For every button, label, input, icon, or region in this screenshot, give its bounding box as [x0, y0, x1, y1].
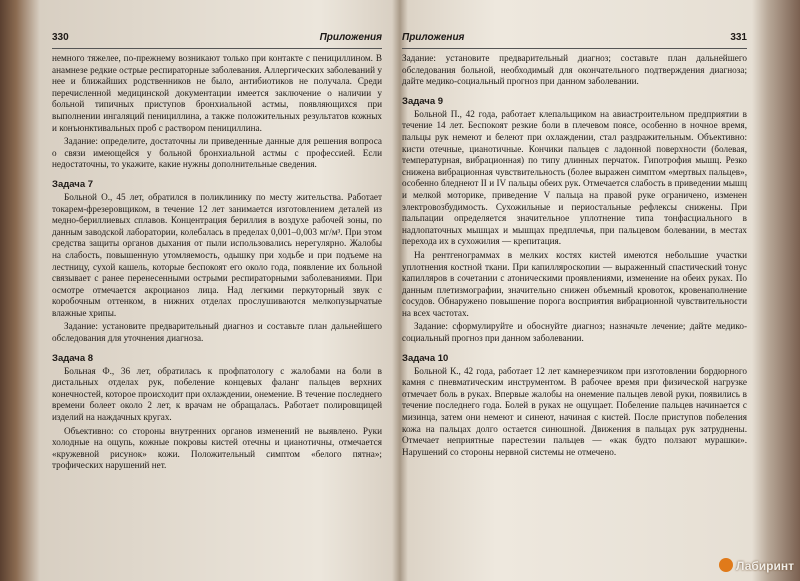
left-page [52, 30, 382, 571]
watermark-text: Лабиринт [735, 559, 794, 573]
paragraph: Задание: определите, достаточны ли приведенные данные для решения вопроса о связи имеющейся у больной бронхиальной астмы с профессией. Если недостаточны, то укажите, какие нужны дополнительные сведения. [52, 136, 382, 170]
task-10-heading: Задача 10 [402, 352, 449, 364]
task-7-heading: Задача 7 [52, 178, 94, 190]
paragraph: Больная Ф., 36 лет, обратилась к профпатологу с жалобами на боли в дистальных отделах рук, побеление концевых фаланг пальцев верхних конечностей, которое происходит при охлаждении, онемение. В течение последнего времени болеет около 2 лет, к врачам не обращалась. Работает полировщицей изделий на наждачных кругах. [52, 365, 382, 423]
right-page-number: 331 [730, 32, 747, 43]
right-page-header [402, 30, 747, 49]
task-9-heading: Задача 9 [402, 95, 444, 107]
left-page-number: 330 [52, 32, 69, 43]
paragraph: немного тяжелее, по-прежнему возникают только при контакте с пенициллином. В анамнезе редкие острые респираторные заболевания. Аллергических заболеваний у нее и ближайших родственников не было, антибиотиков не получала. Среди перечисленной медицинской документации имеется заключение о наличии у больной типичных приступов бронхиальной астмы, появляющихся при выполнении ингаляций пенициллина, а также положительных результатов кожных и конъюнктивальных проб с раствором пенициллина. [52, 53, 382, 133]
left-running-title: Приложения [319, 32, 382, 43]
right-page [402, 30, 747, 571]
paragraph: Объективно: со стороны внутренних органов изменений не выявлено. Руки холодные на ощупь, кожные покровы кистей отечны и цианотичны, отмечается «кружевной рисунок» кожи. Положительный симптом «белого пятна»; трофических нарушений нет. [52, 425, 382, 471]
labirint-watermark [719, 558, 794, 573]
paragraph: Больной П., 42 года, работает клепальщиком на авиастроительном предприятии в течение 14 лет. Беспокоят резкие боли в плечевом поясе, особенно в ночное время, пальцы рук немеют и белеют при охлаждении, стал раздражительным. Объективно: кисти отечные, цианотичные. Кончики пальцев с ладонной поверхности (болевая, температурная, вибрационная) по типу длинных перчаток. Гипотрофия мышц. Резко снижена вибрационная чувствительность (более выражен симптом «мертвых пальцев», особенно бледнеют II и IV пальцы обеих рук. Отмечается слабость в приведении мышц и мелкой моторике, приведение V пальца на правой руке ограничено, изменен электровозбудимость. Сухожильные и периостальные рефлексы снижены. При пальпации определяется значительное уплотнение типа тонфасциального в надлопаточных мышцах и мышцах предплечья, при пальцевом болевании, в местах перехода их в сухожилия — крепитация. [402, 108, 747, 247]
paragraph: Задание: установите предварительный диагноз; составьте план дальнейшего обследования больной, необходимый для окончательного подтверждения диагноза; дайте медико-социальный прогноз при данном заболевании. [402, 53, 747, 87]
paragraph: Больной К., 42 года, работает 12 лет камнерезчиком при изготовлении бордюрного камня с пневматическим инструментом. В рабочее время при физической нагрузке отмечает боль в руках. Впервые жалобы на онемение пальцев левой руки, появились в течение последнего года. Болей в руках не ощущает. Побеление пальцев начинается с мизинца, затем они немеют и синеют, начиная с кистей. После приступов побеления кожа на пальцах долго остается синюшной. Движения в пальцах рук затруднены. Отмечает неприятные парестезии пальцев — «как будто ползают мурашки». Нарушений со стороны нервной системы не отмечено. [402, 365, 747, 457]
left-page-header [52, 30, 382, 49]
paragraph: На рентгенограммах в мелких костях кистей имеются небольшие участки уплотнения костной ткани. При капилляроскопии — выраженный спастический тонус капилляров в сочетании с атоническими проявлениями, изменение на обеих руках. По данным плетизмографии, значительно снижен объемный кровоток, кровенаполнение сосудов. Обнаружено повышение порога восприятия вибрационной чувствительности на всех частотах. [402, 249, 747, 318]
paragraph: Задание: сформулируйте и обоснуйте диагноз; назначьте лечение; дайте медико-социальный прогноз при данном заболевании. [402, 321, 747, 344]
right-running-title: Приложения [402, 32, 465, 43]
paragraph: Больной О., 45 лет, обратился в поликлинику по месту жительства. Работает токарем-фрезеровщиком, в течение 12 лет занимается изготовлением деталей из медно-бериллиевых сплавов. Концентрация бериллия в воздухе рабочей зоны, по данным заводской лаборатории, колебалась в пределах 0,001–0,003 мг/м³. При этом средства защиты органов дыхания от пыли использовались нерегулярно. Жалобы на слабость, повышенную утомляемость, одышку при ходьбе и при подъеме на лестницу, сухой кашель, которые беспокоят его около года, появление их больной связывает с ранее перенесенными острыми респираторными заболеваниями. При осмотре отмечается акроцианоз лица. Над легкими перкуторный звук с коробочным оттенком, в нижних отделах прослушиваются мелкопузырчатые влажные хрипы. [52, 191, 382, 318]
labirint-logo-icon [719, 558, 733, 572]
task-8-heading: Задача 8 [52, 352, 94, 364]
paragraph: Задание: установите предварительный диагноз и составьте план дальнейшего обследования для уточнения диагноза. [52, 321, 382, 344]
